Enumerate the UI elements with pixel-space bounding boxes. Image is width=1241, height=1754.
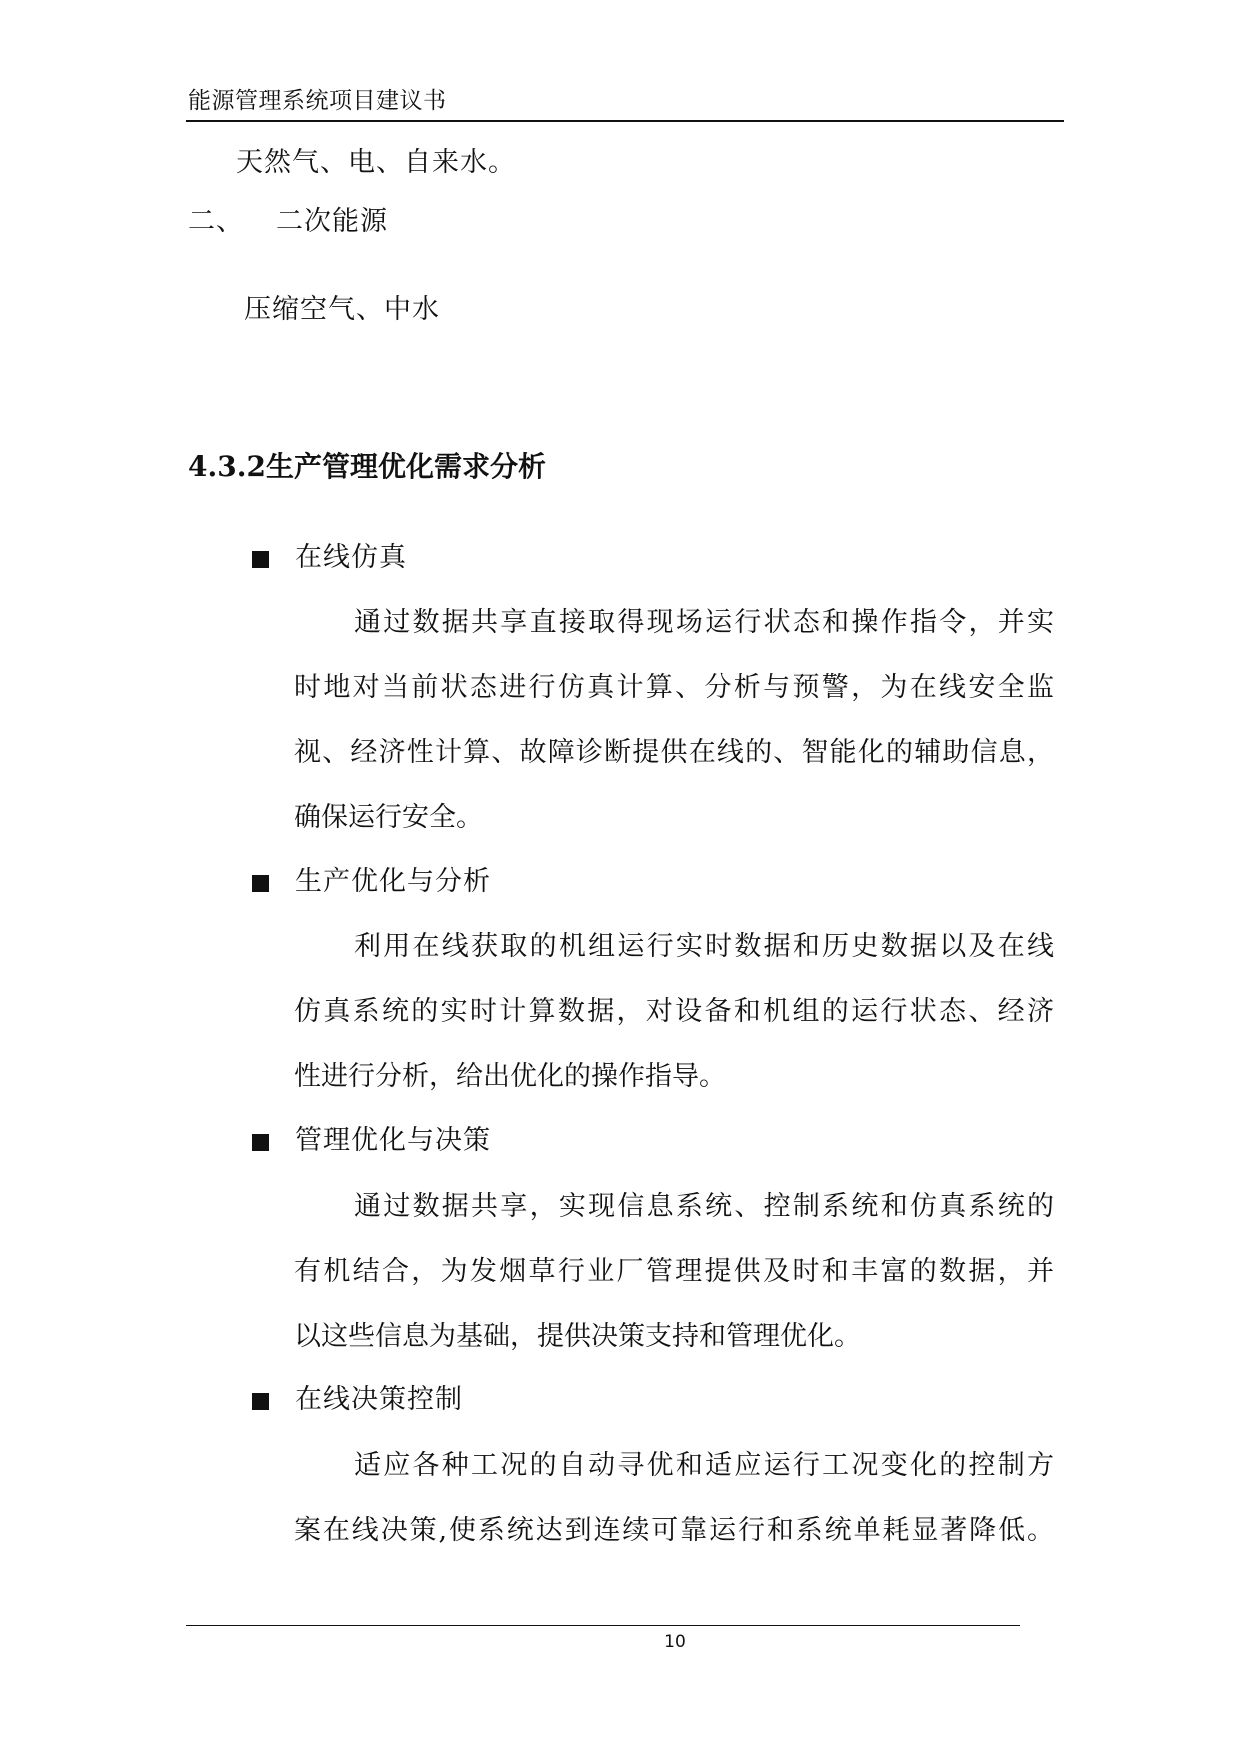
- item-label-secondary-energy: 二次能源: [276, 206, 388, 237]
- paragraph-line: 以这些信息为基础，提供决策支持和管理优化。: [294, 1321, 861, 1352]
- text-line-energy-sources: 天然气、电、自来水。: [236, 147, 516, 178]
- bullet-label: 生产优化与分析: [295, 866, 491, 897]
- paragraph-line: 适应各种工况的自动寻优和适应运行工况变化的控制方: [354, 1450, 1054, 1481]
- item-marker: 二、: [188, 206, 244, 237]
- paragraph-line: 有机结合，为发烟草行业厂管理提供及时和丰富的数据，并: [294, 1256, 1054, 1287]
- section-heading: 4.3.2生产管理优化需求分析: [188, 450, 546, 483]
- paragraph-line: 确保运行安全。: [294, 802, 483, 833]
- page-number: 10: [664, 1632, 686, 1652]
- footer-rule: [186, 1625, 1020, 1626]
- paragraph-line: 性进行分析，给出优化的操作指导。: [294, 1061, 726, 1092]
- bullet-square-icon: [252, 551, 269, 568]
- bullet-label: 管理优化与决策: [295, 1125, 491, 1156]
- bullet-square-icon: [252, 875, 269, 892]
- header-title: 能源管理系统项目建议书: [188, 88, 447, 114]
- header-rule: [186, 120, 1064, 122]
- bullet-label: 在线仿真: [295, 542, 407, 573]
- paragraph-line: 视、经济性计算、故障诊断提供在线的、智能化的辅助信息，: [294, 737, 1054, 768]
- bullet-square-icon: [252, 1393, 269, 1410]
- paragraph-line: 时地对当前状态进行仿真计算、分析与预警，为在线安全监: [294, 672, 1054, 703]
- bullet-square-icon: [252, 1134, 269, 1151]
- paragraph-line: 仿真系统的实时计算数据，对设备和机组的运行状态、经济: [294, 996, 1054, 1027]
- paragraph-line: 通过数据共享直接取得现场运行状态和操作指令，并实: [354, 607, 1054, 638]
- paragraph-line: 利用在线获取的机组运行实时数据和历史数据以及在线: [354, 931, 1054, 962]
- paragraph-line: 通过数据共享，实现信息系统、控制系统和仿真系统的: [354, 1191, 1054, 1222]
- text-line-secondary-sources: 压缩空气、中水: [244, 294, 440, 325]
- bullet-label: 在线决策控制: [295, 1384, 463, 1415]
- paragraph-line: 案在线决策,使系统达到连续可靠运行和系统单耗显著降低。: [294, 1515, 1054, 1546]
